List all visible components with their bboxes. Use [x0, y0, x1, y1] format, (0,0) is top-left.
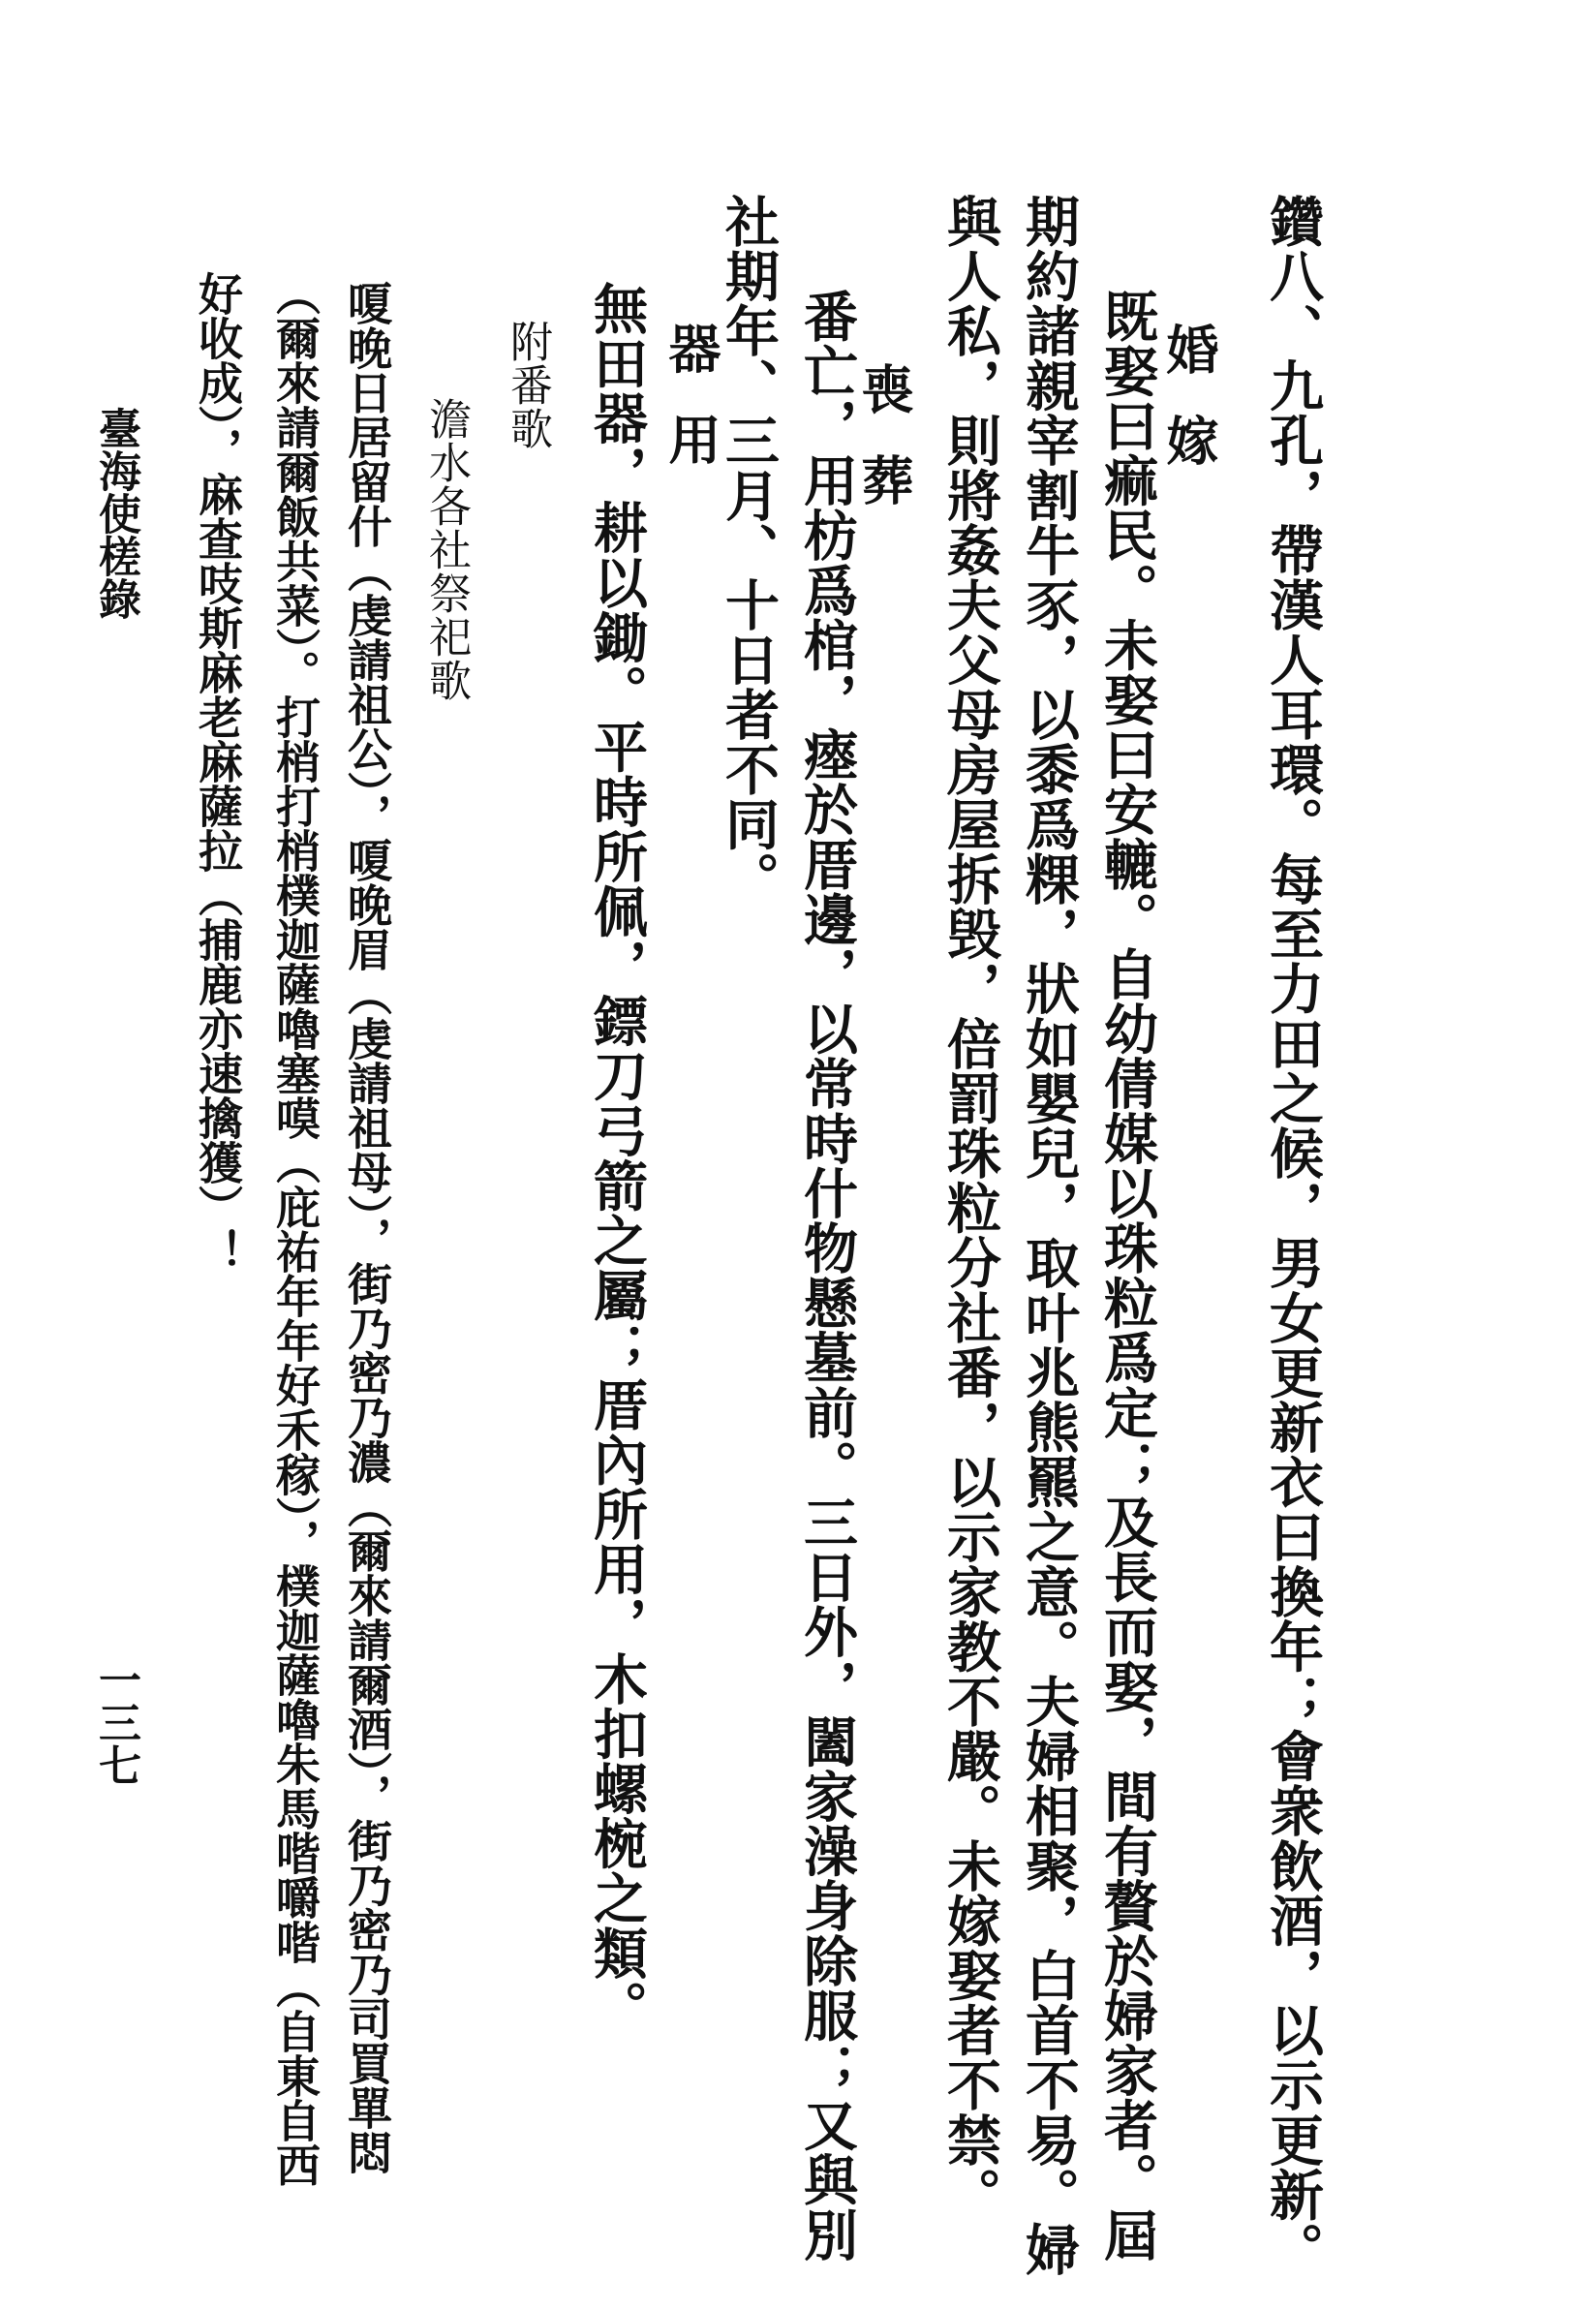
text-column-6: 社期年、三月、十日者不同。 — [717, 194, 781, 907]
text-column-5: 番亡，用枋爲棺，瘞於厝邊，以常時什物懸墓前。三日外，闔家澡身除服；又與別 — [795, 289, 859, 2263]
text-column-1: 鑽八、九孔，帶漢人耳環。每至力田之候，男女更新衣曰換年；會衆飲酒，以示更新。 — [1261, 194, 1325, 2277]
section-heading-marriage: 婚嫁 — [1158, 323, 1220, 505]
page-number: 一三七 — [91, 1658, 140, 1786]
appendix-heading: 附番歌 — [503, 320, 552, 450]
song-column-2: （爾來請爾飯共菜）。打梢打梢樸迦薩嚕塞嗼（庇祐年年好禾稼），樸迦薩嚕朱馬喈嚼喈（自東自西 — [269, 271, 322, 2187]
song-column-1: 嗄晚日居留什（虔請祖公），嗄晚眉（虔請祖母），街乃密乃濃（爾來請爾酒），街乃密乃司買單悶 — [341, 281, 393, 2174]
text-column-4: 與人私，則將姦夫父母房屋拆毁，倍罰珠粒分社番，以示家教不嚴。未嫁娶者不禁。 — [938, 194, 1002, 2223]
text-column-2: 既娶曰痲民。未娶曰安轆。自幼倩媒以珠粒爲定；及長而娶，間有贅於婦家者。屆 — [1095, 289, 1159, 2263]
song-column-3: 好收成），麻查吱斯麻老麻薩拉（捕鹿亦速擒獲）！ — [192, 271, 244, 1274]
text-column-7: 無田器，耕以鋤。平時所佩，鏢刀弓箭之屬；厝內所用，木扣螺椀之類。 — [585, 281, 649, 2036]
section-heading-funeral: 喪葬 — [853, 362, 915, 544]
text-column-3: 期約諸親宰割牛豕，以黍爲粿，狀如嬰兒，取叶兆熊羆之意。夫婦相聚，白首不易。婦 — [1017, 194, 1081, 2277]
section-heading-tools: 器用 — [660, 322, 722, 504]
song-title: 澹水各社祭祀歌 — [421, 397, 471, 702]
running-title: 臺海使槎錄 — [91, 407, 140, 620]
